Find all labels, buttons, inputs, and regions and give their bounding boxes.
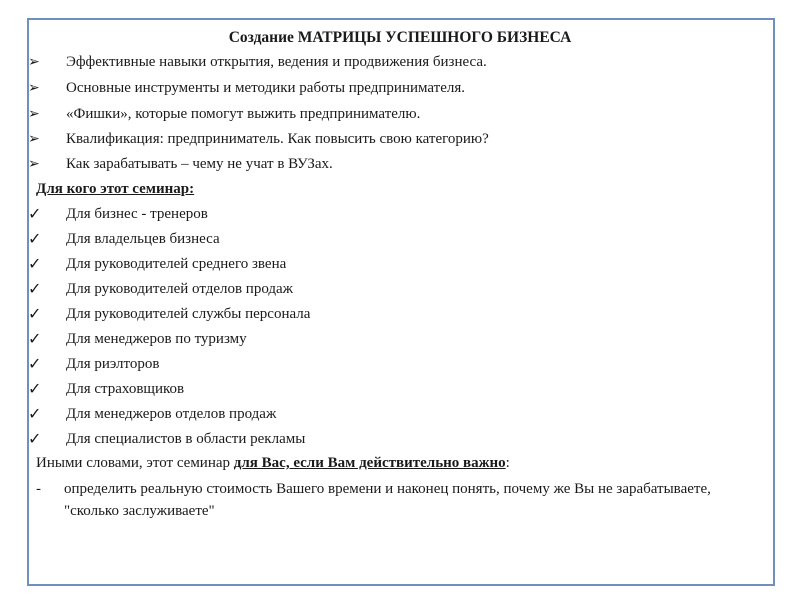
arrow-list-item-text: «Фишки», которые помогут выжить предпринимателю. [66, 106, 421, 122]
check-icon: ✓ [28, 279, 42, 298]
check-icon: ✓ [28, 379, 42, 398]
summary-emphasis: для Вас, если Вам действительно важно [233, 455, 506, 471]
check-icon: ✓ [28, 329, 42, 348]
audience-list-item-text: Для менеджеров отделов продаж [66, 406, 277, 422]
arrow-list-item-text: Эффективные навыки открытия, ведения и продвижения бизнеса. [66, 54, 487, 70]
audience-list-item-text: Для страховщиков [66, 381, 185, 397]
arrow-bullet-icon: ➢ [28, 156, 40, 172]
arrow-list-item-text: Как зарабатывать – чему не учат в ВУЗах. [66, 156, 333, 172]
arrow-list-item-text: Квалификация: предприниматель. Как повысить свою категорию? [66, 131, 489, 147]
note-paragraph [36, 478, 736, 522]
audience-list-item-text: Для менеджеров по туризму [66, 331, 247, 347]
summary-line [36, 452, 510, 474]
summary-suffix: : [505, 455, 510, 471]
audience-list-item-text: Для риэлторов [66, 356, 160, 372]
arrow-bullet-icon: ➢ [28, 80, 40, 96]
arrow-bullet-icon: ➢ [28, 106, 40, 122]
audience-list-item-text: Для специалистов в области рекламы [66, 431, 306, 447]
audience-list-item-text: Для руководителей отделов продаж [66, 281, 294, 297]
audience-list-item-text: Для руководителей среднего звена [66, 256, 287, 272]
arrow-bullet-icon: ➢ [28, 54, 40, 70]
check-icon: ✓ [28, 229, 42, 248]
note-text: определить реальную стоимость Вашего времени и наконец понять, почему же Вы не зарабатываете, "сколько заслуживаете" [64, 481, 711, 519]
audience-heading: Для кого этот семинар: [36, 181, 195, 197]
arrow-list-item-text: Основные инструменты и методики работы предпринимателя. [66, 80, 466, 96]
check-icon: ✓ [28, 304, 42, 323]
check-icon: ✓ [28, 429, 42, 448]
audience-list-item-text: Для руководителей службы персонала [66, 306, 311, 322]
dash-bullet: - [36, 481, 41, 497]
page-title: Создание МАТРИЦЫ УСПЕШНОГО БИЗНЕСА [228, 29, 572, 46]
audience-list-item-text: Для бизнес - тренеров [66, 206, 208, 222]
audience-list-item-text: Для владельцев бизнеса [66, 231, 220, 247]
summary-prefix: Иными словами, этот семинар [36, 455, 234, 471]
check-icon: ✓ [28, 204, 42, 223]
arrow-bullet-icon: ➢ [28, 131, 40, 147]
check-icon: ✓ [28, 354, 42, 373]
check-icon: ✓ [28, 254, 42, 273]
check-icon: ✓ [28, 404, 42, 423]
